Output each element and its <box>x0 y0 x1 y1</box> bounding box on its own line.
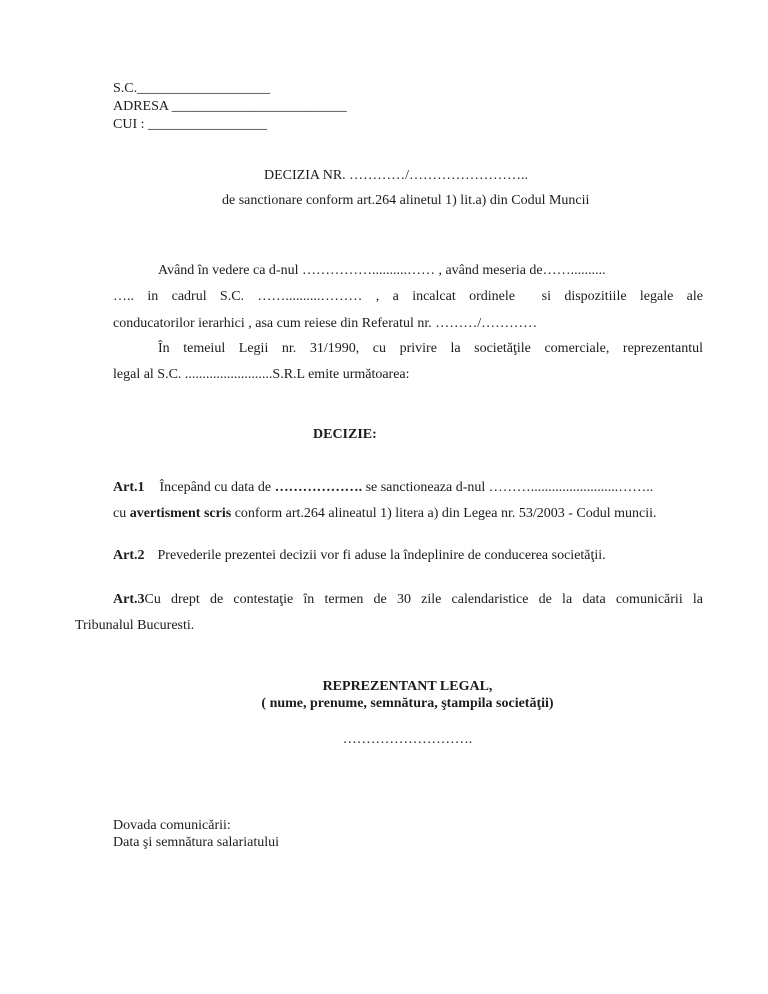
article-3-label: Art.3 <box>113 592 145 607</box>
article-1-date-dots: ………………. <box>274 480 363 495</box>
article-2-label: Art.2 <box>113 548 145 563</box>
article-1-line-2-a: cu <box>113 506 130 521</box>
employee-date-signature: Data şi semnătura salariatului <box>113 835 279 850</box>
article-2-text: Prevederile prezentei decizii vor fi aduse la îndeplinire de conducerea societăţii. <box>157 548 606 563</box>
article-1-text-a: Începând cu data de <box>159 480 275 495</box>
company-name-field: S.C.___________________ <box>113 81 271 96</box>
article-1-line-1 <box>113 479 653 496</box>
decision-number-title: DECIZIA NR. …………/…………………….. <box>264 168 529 183</box>
article-1-line-2-b: conform art.264 alineatul 1) litera a) din Legea nr. 53/2003 - Codul muncii. <box>231 506 657 521</box>
signature-dots: ………………………. <box>342 732 473 747</box>
intro-line-3: conducatorilor ierarhici , asa cum reiese din Referatul nr. ………/………… <box>113 316 538 331</box>
article-1-label: Art.1 <box>113 480 145 495</box>
decision-subtitle: de sanctionare conform art.264 alinetul 1) lit.a) din Codul Muncii <box>222 193 590 208</box>
intro-line-1: Având în vedere ca d-nul ……………..........…… , având meseria de…….......... <box>158 263 606 278</box>
intro-line-4-text: În temeiul Legii nr. 31/1990, cu privire la societăţile comerciale, reprezentantul <box>158 341 703 356</box>
cui-field: CUI : _________________ <box>113 117 267 132</box>
proof-of-communication: Dovada comunicării: <box>113 818 231 833</box>
decizie-heading: DECIZIE: <box>313 427 377 442</box>
article-3-line-2: Tribunalul Bucuresti. <box>75 618 195 633</box>
signature-title: REPREZENTANT LEGAL, <box>322 679 493 694</box>
intro-line-5: legal al S.C. .........................S.R.L emite următoarea: <box>113 367 410 382</box>
intro-line-2-text: ….. in cadrul S.C. ……..........……… , a incalcat ordinele si dispozitiile legale ale <box>113 289 703 304</box>
signature-subtitle: ( nume, prenume, semnătura, ştampila societăţii) <box>261 696 554 711</box>
article-2 <box>113 547 606 564</box>
intro-line-2 <box>113 288 703 305</box>
article-1-sanction: avertisment scris <box>129 506 232 521</box>
address-field: ADRESA _________________________ <box>113 99 347 114</box>
article-1-text-b: se sanctioneaza d-nul ……….........................…….. <box>362 480 654 495</box>
article-3-line-1 <box>113 591 703 608</box>
article-1-line-2 <box>113 505 657 522</box>
article-3-text: Cu drept de contestaţie în termen de 30 zile calendaristice de la data comunicării la <box>144 592 703 607</box>
intro-line-4 <box>158 340 703 357</box>
